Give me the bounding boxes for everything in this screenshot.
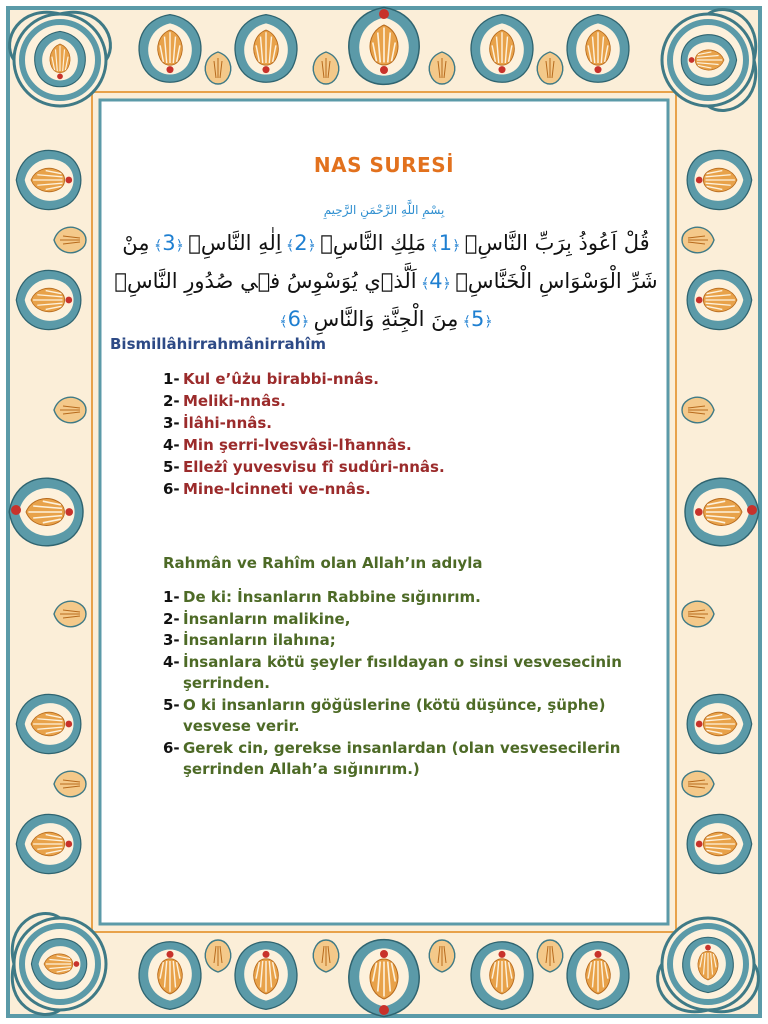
transliteration-item (163, 390, 445, 412)
verse-ornament: ﴿ (300, 314, 314, 330)
verse-number: 5- (163, 695, 180, 714)
verse-ornament: ﴾ (149, 238, 163, 254)
verse-text: Gerek cin, gerekse insanlardan (olan vesvesecilerin şerrinden Allah’a sığınırım.) (183, 738, 621, 778)
translation-item (163, 587, 643, 609)
transliteration-item (163, 368, 445, 390)
translation-item (163, 738, 643, 781)
arabic-verse-text: قُلْ اَعُوذُ بِرَبِّ النَّاسِۙ (464, 231, 650, 255)
arabic-verse-text: اِلٰهِ النَّاسِۙ (188, 231, 282, 255)
verse-text: İnsanların malikine, (183, 609, 351, 628)
verse-text: Meliki-nnâs. (183, 392, 286, 410)
verse-number: 4 (429, 269, 443, 293)
verse-ornament: ﴿ (442, 276, 456, 292)
translation-list (163, 587, 643, 781)
verse-number: 5 (471, 307, 485, 331)
verse-number: 2 (294, 231, 308, 255)
arabic-verse-text: مِنَ الْجِنَّةِ وَالنَّاسِ (313, 307, 459, 331)
verse-ornament: ﴾ (279, 314, 288, 330)
verse-number: 4- (163, 652, 180, 671)
arabic-line-2 (112, 264, 660, 302)
verse-ornament: ﴾ (426, 238, 439, 254)
verse-number: 2- (163, 392, 180, 410)
transliteration-list (163, 368, 445, 500)
verse-number: 3- (163, 414, 180, 432)
verse-number: 4- (163, 436, 180, 454)
translation-item (163, 652, 643, 695)
arabic-verse-text: شَرِّ الْوَسْوَاسِ الْخَنَّاسِۙ (455, 269, 658, 293)
arabic-verse-text: مِنْ (122, 231, 150, 255)
transliteration-item (163, 478, 445, 500)
verse-text: De ki: İnsanların Rabbine sığınırım. (183, 588, 481, 606)
translation-item (163, 695, 643, 738)
verse-ornament: ﴿ (452, 238, 465, 254)
page-title: NAS SURESİ (313, 153, 455, 177)
verse-text: Kul e’ûżu birabbi-nnâs. (183, 370, 379, 388)
verse-text: O ki insanların göğüslerine (kötü düşünce, şüphe) vesvese verir. (183, 695, 606, 735)
verse-number: 6 (287, 307, 301, 331)
verse-number: 3- (163, 631, 180, 649)
basmala-calligraphy: بِسْمِ اللَّهِ الرَّحْمَنِ الرَّحِيمِ (323, 203, 445, 217)
transliteration-item (163, 434, 445, 456)
verse-ornament: ﴿ (307, 238, 321, 254)
verse-text: Elleżî yuvesvisu fî sudûri-nnâs. (183, 458, 445, 476)
verse-number: 6- (163, 738, 180, 757)
verse-number: 5- (163, 458, 180, 476)
transliteration-item (163, 412, 445, 434)
verse-number: 6- (163, 480, 180, 498)
arabic-surah-text (112, 226, 660, 340)
translation-heading: Rahmân ve Rahîm olan Allah’ın adıyla (163, 554, 483, 572)
basmala-transliteration: Bismillâhirrahmânirrahîm (110, 335, 327, 353)
verse-number: 3 (162, 231, 176, 255)
arabic-line-1 (112, 226, 660, 264)
verse-ornament: ﴿ (484, 314, 493, 330)
verse-text: İlâhi-nnâs. (183, 414, 272, 432)
arabic-verse-text: اَلَّذ۪ي يُوَسْوِسُ ف۪ي صُدُورِ النَّاسِۙ (114, 269, 417, 293)
verse-number: 1- (163, 370, 180, 388)
verse-text: Min şerri-lvesvâsi-lħannâs. (183, 436, 412, 454)
verse-text: İnsanların ilahına; (183, 631, 336, 649)
verse-ornament: ﴾ (281, 238, 295, 254)
verse-text: Mine-lcinneti ve-nnâs. (183, 480, 371, 498)
verse-ornament: ﴾ (416, 276, 430, 292)
verse-number: 1- (163, 588, 180, 606)
transliteration-item (163, 456, 445, 478)
verse-number: 2- (163, 609, 180, 628)
arabic-verse-text: مَلِكِ النَّاسِۙ (320, 231, 427, 255)
verse-ornament: ﴾ (458, 314, 472, 330)
verse-number: 1 (438, 231, 453, 255)
verse-ornament: ﴿ (175, 238, 189, 254)
translation-item (163, 609, 643, 631)
translation-item (163, 630, 643, 652)
verse-text: İnsanlara kötü şeyler fısıldayan o sinsi vesvesecinin şerrinden. (183, 652, 622, 692)
